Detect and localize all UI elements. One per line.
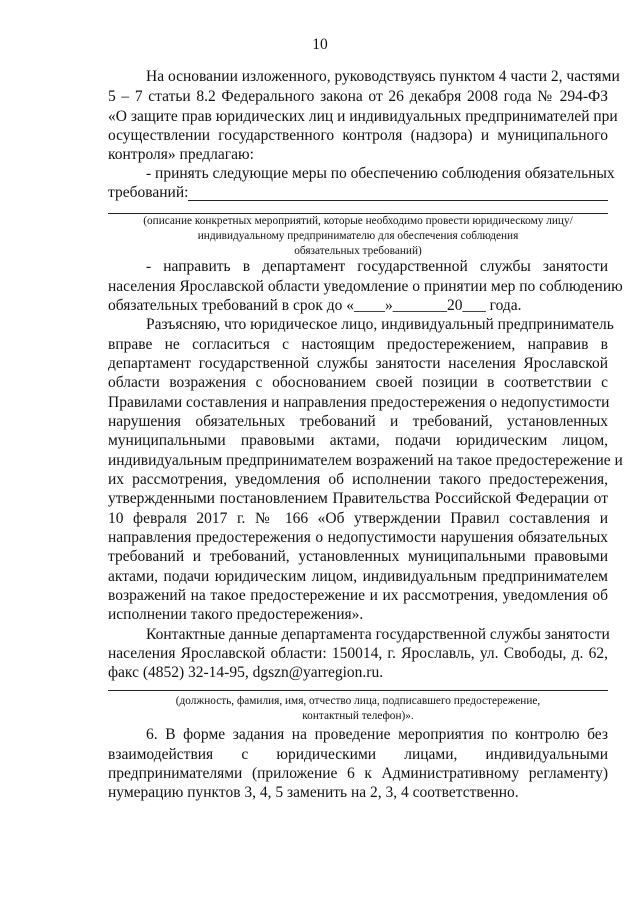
text-line: требований:	[108, 184, 189, 201]
text-line: требований и требований, установленных муниципальными правовыми	[108, 548, 608, 565]
text-line: возражений на такое предостережение и их рассмотрения, уведомления об	[108, 587, 608, 604]
signature-line	[108, 690, 608, 691]
form-note: (должность, фамилия, имя, отчество лица, подписавшего предостережение,	[175, 695, 541, 707]
form-note: обязательных требований)	[294, 245, 422, 257]
text-line: населения Ярославской области уведомление о принятии мер по соблюдению	[108, 278, 623, 295]
text-line: департамент государственной службы занятости населения Ярославской	[108, 355, 608, 372]
text-line: их рассмотрения, уведомления об исполнении такого предостережения,	[108, 471, 608, 488]
fill-in-line	[188, 200, 608, 201]
text-line: 5 – 7 статьи 8.2 Федерального закона от 26 декабря 2008 года № 294-ФЗ	[108, 88, 608, 105]
text-line: взаимодействия с юридическими лицами, индивидуальными	[108, 746, 608, 763]
text-line: - направить в департамент государственной службы занятости	[146, 258, 608, 275]
text-line: Разъясняю, что юридическое лицо, индивидуальный предприниматель	[146, 316, 614, 333]
text-line: утвержденными постановлением Правительства Российской Федерации от	[108, 490, 608, 507]
page-number: 10	[312, 36, 328, 53]
form-note: индивидуальному предпринимателю для обеспечения соблюдения	[197, 230, 519, 242]
text-line: контроля» предлагаю:	[108, 146, 254, 163]
text-line: обязательных требований в срок до «____»_______20___ года.	[108, 297, 522, 314]
text-line: - принять следующие меры по обеспечению соблюдения обязательных	[146, 165, 615, 182]
contact-email: факс (4852) 32-14-95, dgszn@yarregion.ru.	[108, 664, 384, 681]
text-line: направления предостережения о недопустимости нарушения обязательных	[108, 529, 608, 546]
text-line: области возражения с обоснованием своей позиции в соответствии с	[108, 374, 608, 391]
text-line: вправе не согласиться с настоящим предостережением, направив в	[108, 336, 608, 353]
text-line: предпринимателями (приложение 6 к Административному регламенту)	[108, 765, 608, 782]
form-note: (описание конкретных мероприятий, которые необходимо провести юридическому лицу/	[143, 215, 573, 227]
text-line: нумерацию пунктов 3, 4, 5 заменить на 2, 3, 4 соответственно.	[108, 784, 519, 801]
text-line: Контактные данные департамента государственной службы занятости	[146, 626, 610, 643]
form-note: контактный телефон)».	[302, 710, 414, 722]
text-line: населения Ярославской области: 150014, г. Ярославль, ул. Свободы, д. 62,	[108, 645, 608, 662]
text-line: «О защите прав юридических лиц и индивидуальных предпринимателей при	[108, 108, 618, 125]
text-line: исполнении такого предостережения».	[108, 606, 364, 623]
text-line: На основании изложенного, руководствуясь пунктом 4 части 2, частями	[146, 68, 620, 85]
text-line: осуществлении государственного контроля (надзора) и муниципального	[108, 127, 608, 144]
text-line: нарушения обязательных требований и требований, установленных	[108, 413, 608, 430]
text-line: актами, подачи юридическим лицом, индивидуальным предпринимателем	[108, 568, 608, 585]
text-line: 10 февраля 2017 г. № 166 «Об утверждении Правил составления и	[108, 510, 608, 527]
text-line: 6. В форме задания на проведение мероприятия по контролю без	[146, 726, 608, 743]
text-line: Правилами составления и направления предостережения о недопустимости	[108, 394, 610, 411]
text-line: муниципальными правовыми актами, подачи юридическим лицом,	[108, 432, 608, 449]
text-line: индивидуальным предпринимателем возражений на такое предостережение и	[108, 452, 623, 469]
